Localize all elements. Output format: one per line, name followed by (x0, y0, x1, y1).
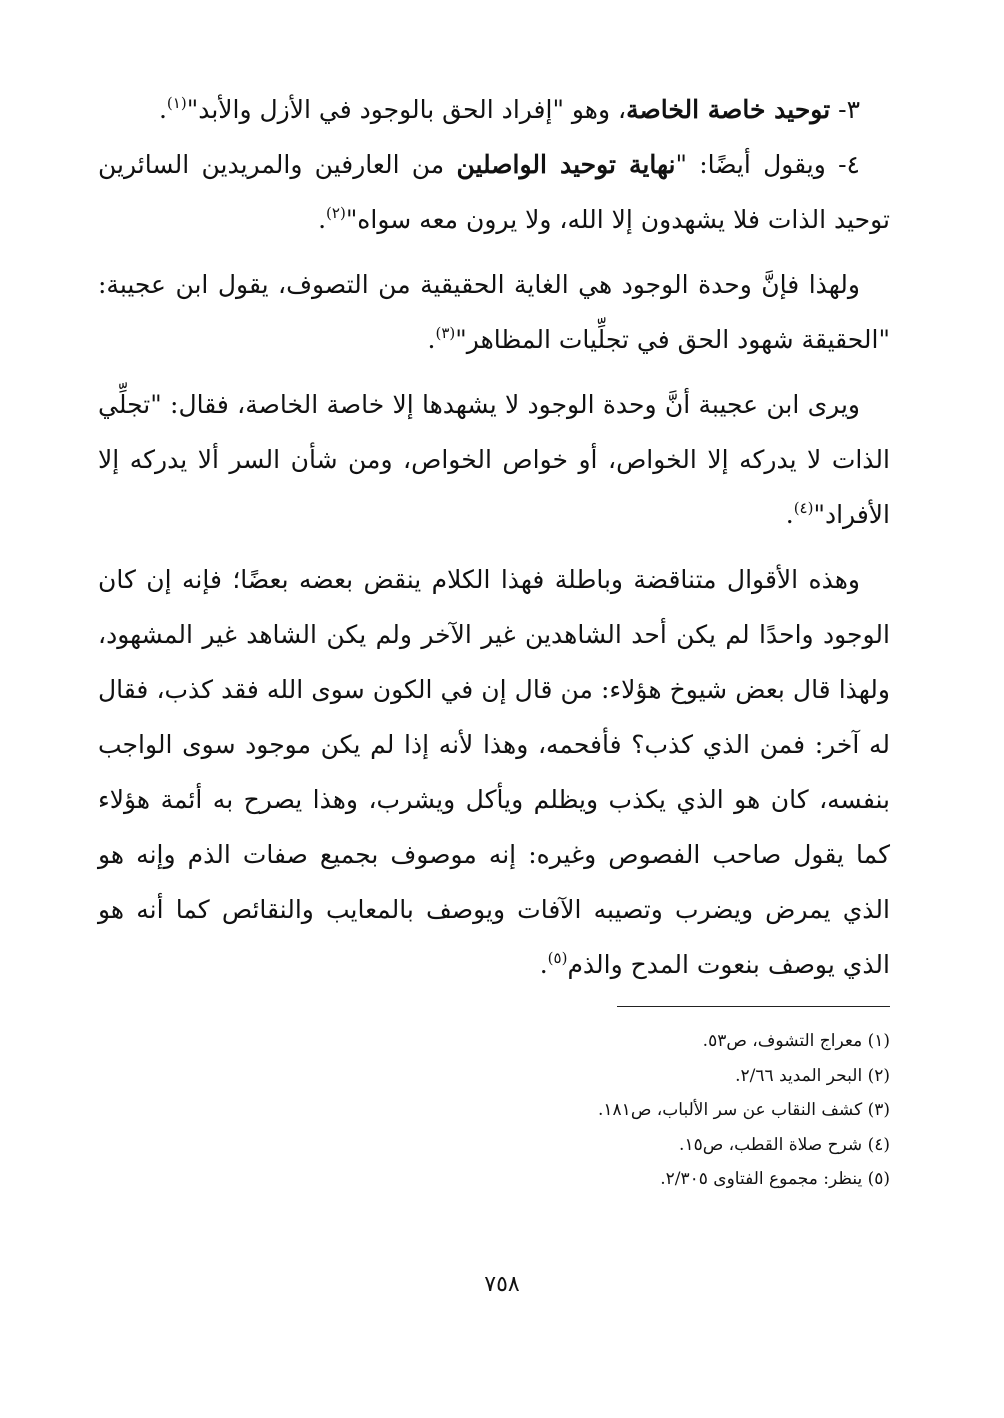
bold-term: توحيد خاصة الخاصة (626, 95, 831, 124)
paragraph-text: ويرى ابن عجيبة أنَّ وحدة الوجود لا يشهدها إلا خاصة الخاصة، فقال: "تجلِّي الذات لا يدركه إلا الخواص، أو خواص الخواص، ومن شأن السر ألا يدركه إلا الأفراد" (98, 390, 890, 529)
footnote-5: (٥) ينظر: مجموع الفتاوى ٢/٣٠٥. (660, 1169, 890, 1189)
paragraph-ibn-ajiba: ويرى ابن عجيبة أنَّ وحدة الوجود لا يشهدها إلا خاصة الخاصة، فقال: "تجلِّي الذات لا يدركه إلا الخواص، أو خواص الخواص، ومن شأن السر ألا يدركه إلا الأفراد"$^{(٤)}$. (98, 390, 890, 529)
paragraph-text: وهذه الأقوال متناقضة وباطلة فهذا الكلام ينقض بعضه بعضًا؛ فإنه إن كان الوجود واحدًا لم يكن أحد الشاهدين غير الآخر ولم يكن الشاهد غير المشهود، ولهذا قال بعض شيوخ هؤلاء: من قال إن في الكون سوى الله فقد كذب، فقال له آخر: فمن الذي كذب؟ فأفحمه، وهذا لأنه إذا لم يكن موجود سوى الواجب بنفسه، كان هو الذي يكذب ويظلم ويأكل ويشرب، وهذا يصرح به أئمة هؤلاء كما يقول صاحب الفصوص وغيره: إنه موصوف بجميع صفات الذم وإنه هو الذي يمرض ويضرب وتصيبه الآفات ويوصف بالمعايب والنقائص كما أنه هو الذي يوصف بنعوت المدح والذم (98, 565, 890, 979)
paragraph-text: من العارفين والمريدين السائرين توحيد الذات فلا يشهدون إلا الله، ولا يرون معه سواه" (98, 150, 890, 234)
footnote-ref-3[interactable]: (٣) (435, 324, 456, 342)
footnote-ref-1[interactable]: (١) (166, 94, 187, 112)
footnote-ref-2[interactable]: (٢) (326, 204, 346, 222)
paragraph-text: ولهذا فإنَّ وحدة الوجود هي الغاية الحقيقية من التصوف، يقول ابن عجيبة: "الحقيقة شهود الحق في تجلِّيات المظاهر" (98, 270, 890, 354)
footnote-3: (٣) كشف النقاب عن سر الألباب، ص١٨١. (598, 1100, 890, 1120)
page-body (98, 82, 890, 992)
bold-term: نهاية توحيد الواصلين (456, 150, 676, 179)
footnotes (390, 1024, 890, 1197)
paragraph-text: ، وهو "إفراد الحق بالوجود في الأزل والأبد" (186, 95, 627, 124)
footnote-separator (617, 1006, 890, 1007)
paragraph-refutation: وهذه الأقوال متناقضة وباطلة فهذا الكلام ينقض بعضه بعضًا؛ فإنه إن كان الوجود واحدًا لم يكن أحد الشاهدين غير الآخر ولم يكن الشاهد غير المشهود، ولهذا قال بعض شيوخ هؤلاء: من قال إن في الكون سوى الله فقد كذب، فقال له آخر: فمن الذي كذب؟ فأفحمه، وهذا لأنه إذا لم يكن موجود سوى الواجب بنفسه، كان هو الذي يكذب ويظلم ويأكل ويشرب، وهذا يصرح به أئمة هؤلاء كما يقول صاحب الفصوص وغيره: إنه موصوف بجميع صفات الذم وإنه هو الذي يمرض ويضرب وتصيبه الآفات ويوصف بالمعايب والنقائص كما أنه هو الذي يوصف بنعوت المدح والذم$^{(٥)}$. (98, 565, 890, 979)
footnote-1: (١) معراج التشوف، ص٥٣. (702, 1031, 890, 1051)
footnote-4: (٤) شرح صلاة القطب، ص١٥. (679, 1134, 890, 1155)
footnote-ref-4[interactable]: (٤) (793, 499, 814, 517)
paragraph-tawhid-4: ٤- ويقول أيضًا: "نهاية توحيد الواصلين من العارفين والمريدين السائرين توحيد الذات فلا يشهدون إلا الله، ولا يرون معه سواه"$^{(٢)}$. (98, 150, 890, 234)
item-number: ٣- (830, 95, 860, 124)
paragraph-text: ويقول أيضًا: " (675, 150, 826, 179)
paragraph-wahdat-al-wujud: ولهذا فإنَّ وحدة الوجود هي الغاية الحقيقية من التصوف، يقول ابن عجيبة: "الحقيقة شهود الحق في تجلِّيات المظاهر"$^{(٣)}$. (98, 270, 890, 354)
footnote-ref-5[interactable]: (٥) (547, 949, 568, 967)
paragraph-tawhid-3: ٣- توحيد خاصة الخاصة، وهو "إفراد الحق بالوجود في الأزل والأبد"$^{(١)}$. (158, 94, 860, 124)
page-number: ٧٥٨ (484, 1272, 520, 1297)
item-number: ٤- (825, 150, 860, 179)
footnote-2: (٢) البحر المديد ٢/٦٦. (735, 1065, 890, 1086)
